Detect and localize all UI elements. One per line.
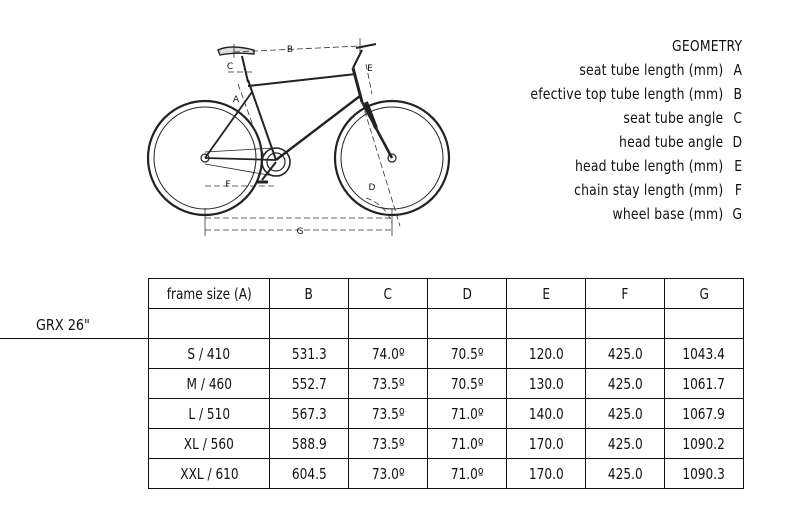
- blank-cell: [428, 309, 507, 339]
- cell: 170.0: [507, 459, 586, 489]
- cell: 425.0: [586, 429, 665, 459]
- cell: 71.0º: [428, 459, 507, 489]
- table-row: [149, 399, 744, 429]
- blank-cell: [507, 309, 586, 339]
- header-cell: frame size (A): [149, 279, 270, 309]
- cell: 425.0: [586, 399, 665, 429]
- cell: 1090.2: [665, 429, 744, 459]
- diagram-label-b: B: [286, 45, 294, 55]
- header-cell: G: [665, 279, 744, 309]
- legend-item-g: [530, 202, 742, 226]
- cell: 73.5º: [349, 399, 428, 429]
- cell: 70.5º: [428, 369, 507, 399]
- cell: XL / 560: [149, 429, 270, 459]
- header-cell: B: [270, 279, 349, 309]
- legend-heading: GEOMETRY: [671, 37, 742, 55]
- cell: 425.0: [586, 339, 665, 369]
- geometry-legend: [530, 34, 742, 226]
- header-cell: C: [349, 279, 428, 309]
- legend-label: seat tube length (mm): [579, 61, 724, 79]
- cell: 1043.4: [665, 339, 744, 369]
- legend-item-d: [530, 130, 742, 154]
- legend-code: F: [734, 181, 742, 199]
- diagram-label-c: C: [226, 62, 234, 72]
- legend-label: efective top tube length (mm): [530, 85, 724, 103]
- cell: 74.0º: [349, 339, 428, 369]
- legend-code: B: [733, 85, 742, 103]
- legend-item-e: [530, 154, 742, 178]
- cell: 552.7: [270, 369, 349, 399]
- legend-code: D: [732, 133, 742, 151]
- cell: M / 460: [149, 369, 270, 399]
- table-header-row: [149, 279, 744, 309]
- legend-item-a: [530, 58, 742, 82]
- blank-cell: [665, 309, 744, 339]
- cell: 604.5: [270, 459, 349, 489]
- cell: 120.0: [507, 339, 586, 369]
- blank-cell: [349, 309, 428, 339]
- legend-label: head tube angle: [618, 133, 724, 151]
- header-cell: F: [586, 279, 665, 309]
- table-row: [149, 459, 744, 489]
- cell: 70.5º: [428, 339, 507, 369]
- down-tube: [276, 96, 360, 160]
- model-label: GRX 26": [36, 316, 90, 334]
- cell: 1090.3: [665, 459, 744, 489]
- chain-stay: [205, 158, 276, 160]
- cell: 567.3: [270, 399, 349, 429]
- legend-item-f: [530, 178, 742, 202]
- table-row: [149, 369, 744, 399]
- cell: 130.0: [507, 369, 586, 399]
- table-row: [149, 429, 744, 459]
- legend-code: C: [733, 109, 742, 127]
- legend-code: E: [733, 157, 742, 175]
- table-row: [149, 339, 744, 369]
- top-tube: [248, 74, 356, 86]
- diagram-label-a: A: [232, 95, 240, 105]
- cell: 140.0: [507, 399, 586, 429]
- cell: 71.0º: [428, 399, 507, 429]
- cell: 425.0: [586, 369, 665, 399]
- cell: S / 410: [149, 339, 270, 369]
- diagram-label-e: E: [367, 64, 373, 74]
- blank-cell: [270, 309, 349, 339]
- cell: 588.9: [270, 429, 349, 459]
- diagram-label-d: D: [368, 183, 376, 193]
- cell: 425.0: [586, 459, 665, 489]
- cell: 73.5º: [349, 429, 428, 459]
- cell: 170.0: [507, 429, 586, 459]
- legend-item-b: [530, 82, 742, 106]
- diagram-label-g: G: [296, 227, 304, 237]
- diagram-label-f: F: [225, 180, 231, 190]
- blank-cell: [149, 309, 270, 339]
- cell: 1061.7: [665, 369, 744, 399]
- table-blank-row: [149, 309, 744, 339]
- cell: 71.0º: [428, 429, 507, 459]
- cell: 73.5º: [349, 369, 428, 399]
- blank-cell: [586, 309, 665, 339]
- legend-code: A: [733, 61, 742, 79]
- cell: 73.0º: [349, 459, 428, 489]
- legend-label: chain stay length (mm): [573, 181, 724, 199]
- seatpost: [242, 56, 248, 82]
- legend-item-c: [530, 106, 742, 130]
- geometry-table: [148, 278, 744, 489]
- legend-label: head tube length (mm): [574, 157, 724, 175]
- header-cell: D: [428, 279, 507, 309]
- header-cell: E: [507, 279, 586, 309]
- cell: XXL / 610: [149, 459, 270, 489]
- cell: 531.3: [270, 339, 349, 369]
- cell: 1067.9: [665, 399, 744, 429]
- legend-label: wheel base (mm): [612, 205, 724, 223]
- legend-code: G: [732, 205, 742, 223]
- cell: L / 510: [149, 399, 270, 429]
- bike-geometry-diagram: [130, 28, 470, 243]
- model-underline: [0, 338, 149, 339]
- legend-label: seat tube angle: [623, 109, 724, 127]
